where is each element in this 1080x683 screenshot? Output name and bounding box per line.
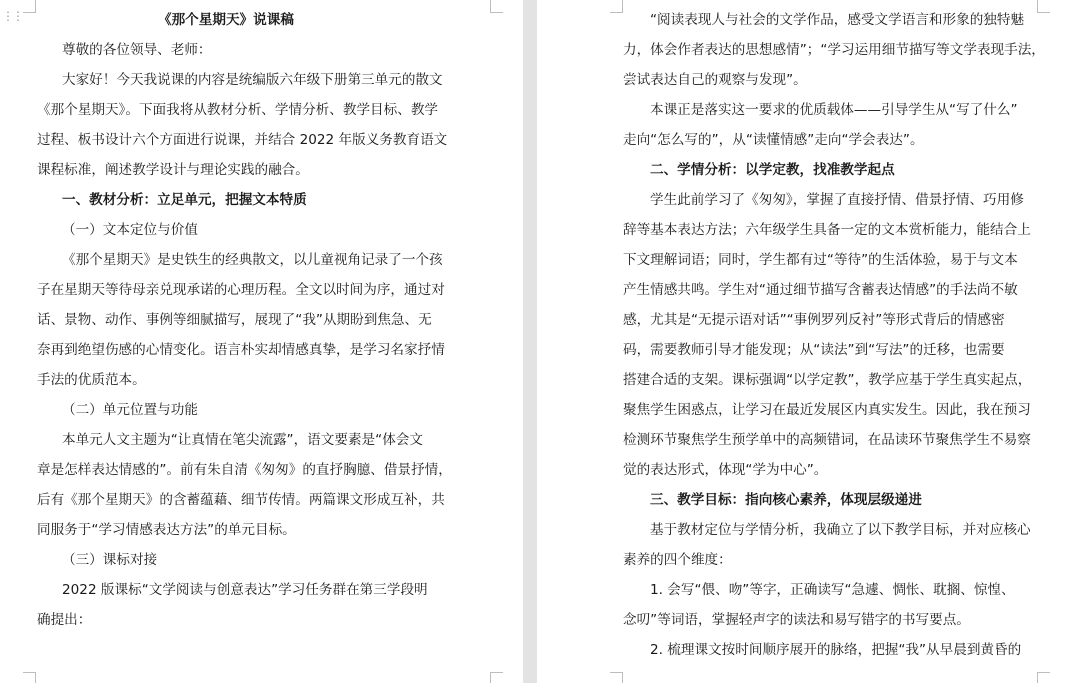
subsection-heading: （一）文本定位与价值	[62, 222, 198, 238]
paragraph-line: 辞等基本表达方法；六年级学生具备一定的文本赏析能力，能结合上	[623, 222, 1031, 238]
paragraph-line: 2022 版课标“文学阅读与创意表达”学习任务群在第三学段明	[62, 582, 428, 598]
paragraph-line: 感，尤其是“无提示语对话”“事例罗列反衬”等形式背后的情感密	[623, 312, 1005, 328]
paragraph-line: 素养的四个维度：	[623, 552, 732, 568]
paragraph-line: 聚焦学生困惑点，让学习在最近发展区内真实发生。因此，我在预习	[623, 402, 1031, 418]
crop-mark	[23, 672, 36, 683]
crop-mark	[23, 0, 36, 13]
paragraph-line: 学生此前学习了《匆匆》，掌握了直接抒情、借景抒情、巧用修	[650, 192, 1024, 208]
paragraph-line: “阅读表现人与社会的文学作品，感受文学语言和形象的独特魅	[650, 12, 1025, 28]
crop-mark	[1037, 0, 1050, 13]
section-heading: 二、学情分析：以学定教，找准教学起点	[650, 162, 895, 178]
crop-mark	[610, 672, 623, 683]
paragraph-line: 产生情感共鸣。学生对“通过细节描写含蓄表达情感”的手法尚不敏	[623, 282, 1018, 298]
paragraph-line: 《那个星期天》。下面我将从教材分析、学情分析、教学目标、教学	[37, 102, 439, 118]
paragraph-line: 念叨”等词语，掌握轻声字的读法和易写错字的书写要点。	[623, 612, 970, 628]
paragraph-line: 觉的表达形式，体现“学为中心”。	[623, 462, 828, 478]
subsection-heading: （三）课标对接	[62, 552, 158, 568]
document-title: 《那个星期天》说课稿	[158, 12, 294, 28]
right-document-page	[537, 0, 1080, 683]
paragraph-line: 力，体会作者表达的思想感情”；“学习运用细节描写等文学表现手法，	[623, 42, 1045, 58]
section-heading: 三、教学目标：指向核心素养，体现层级递进	[650, 492, 922, 508]
paragraph-line: 基于教材定位与学情分析，我确立了以下教学目标，并对应核心	[650, 522, 1031, 538]
paragraph-line: 《那个星期天》是史铁生的经典散文，以儿童视角记录了一个孩	[62, 252, 443, 268]
paragraph-line: 大家好！今天我说课的内容是统编版六年级下册第三单元的散文	[62, 72, 443, 88]
list-item: 2. 梳理课文按时间顺序展开的脉络，把握“我”从早晨到黄昏的	[650, 642, 1022, 658]
paragraph-line: 过程、板书设计六个方面进行说课，并结合 2022 年版义务教育语文	[37, 132, 448, 148]
paragraph-line: 本单元人文主题为“让真情在笔尖流露”，语文要素是“体会文	[62, 432, 423, 448]
paragraph-line: 尊敬的各位领导、老师：	[62, 42, 212, 58]
paragraph-line: 奈再到绝望伤感的心情变化。语言朴实却情感真挚，是学习名家抒情	[37, 342, 445, 358]
paragraph-line: 检测环节聚焦学生预学单中的高频错词，在品读环节聚焦学生不易察	[623, 432, 1031, 448]
paragraph-line: 下文理解词语；同时，学生都有过“等待”的生活体验，易于与文本	[623, 252, 1018, 268]
section-heading: 一、教材分析：立足单元，把握文本特质	[62, 192, 307, 208]
paragraph-line: 确提出：	[37, 612, 92, 628]
paragraph-line: 子在星期天等待母亲兑现承诺的心理历程。全文以时间为序，通过对	[37, 282, 445, 298]
paragraph-line: 课程标准，阐述教学设计与理论实践的融合。	[37, 162, 309, 178]
paragraph-line: 章是怎样表达情感的”。前有朱自清《匆匆》的直抒胸臆、借景抒情，	[37, 462, 452, 478]
paragraph-line: 同服务于“学习情感表达方法”的单元目标。	[37, 522, 296, 538]
paragraph-line: 话、景物、动作、事例等细腻描写，展现了“我”从期盼到焦急、无	[37, 312, 432, 328]
drag-handle-icon[interactable]: ⋮⋮	[2, 9, 22, 23]
crop-mark	[610, 0, 623, 13]
subsection-heading: （二）单元位置与功能	[62, 402, 198, 418]
crop-mark	[490, 672, 503, 683]
crop-mark	[1037, 672, 1050, 683]
paragraph-line: 后有《那个星期天》的含蓄蕴藉、细节传情。两篇课文形成互补，共	[37, 492, 445, 508]
left-document-page	[0, 0, 523, 683]
paragraph-line: 码，需要教师引导才能发现；从“读法”到“写法”的迁移，也需要	[623, 342, 1005, 358]
list-item: 1. 会写“偎、吻”等字，正确读写“急遽、惆怅、耽搁、惊惶、	[650, 582, 1015, 598]
crop-mark	[490, 0, 503, 13]
paragraph-line: 尝试表达自己的观察与发现”。	[623, 72, 807, 88]
paragraph-line: 走向“怎么写的”，从“读懂情感”走向“学会表达”。	[623, 132, 924, 148]
paragraph-line: 手法的优质范本。	[37, 372, 146, 388]
paragraph-line: 本课正是落实这一要求的优质载体——引导学生从“写了什么”	[650, 102, 1018, 118]
paragraph-line: 搭建合适的支架。课标强调“以学定教”，教学应基于学生真实起点，	[623, 372, 1032, 388]
